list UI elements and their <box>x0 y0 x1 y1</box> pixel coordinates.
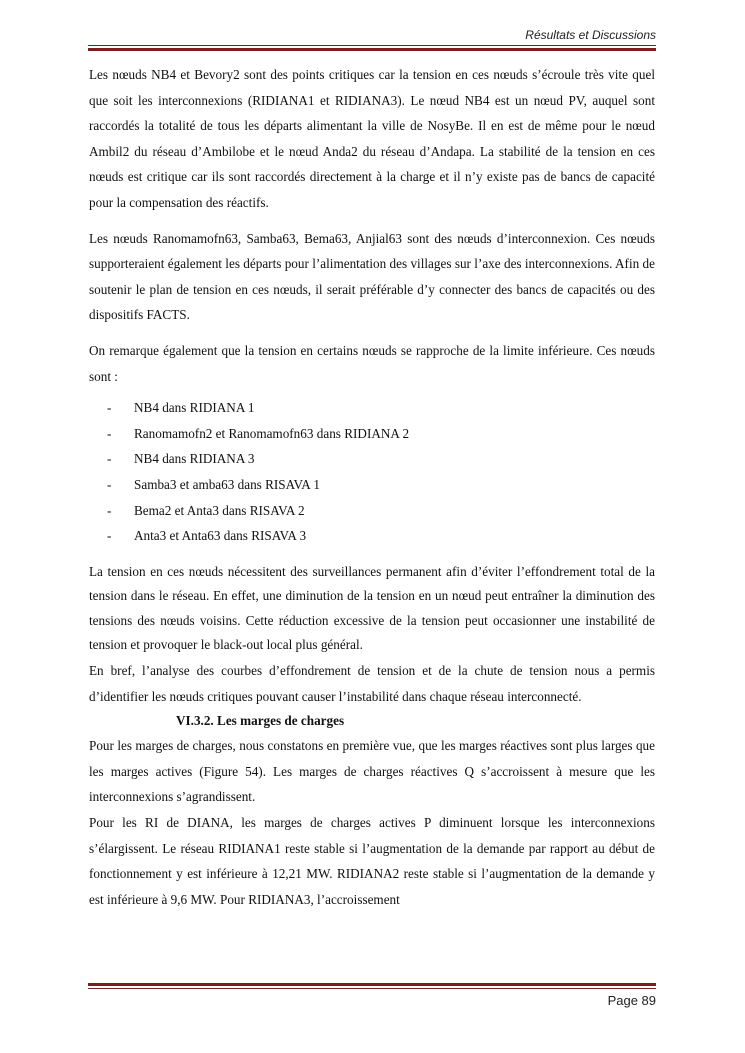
list-item-text: Samba3 et amba63 dans RISAVA 1 <box>134 476 320 492</box>
critical-nodes-list <box>89 395 655 549</box>
list-item-text: Anta3 et Anta63 dans RISAVA 3 <box>134 528 307 544</box>
list-item <box>107 523 655 549</box>
running-header: Résultats et Discussions <box>525 28 656 42</box>
paragraph-summary: En bref, l’analyse des courbes d’effondrement de tension et de la chute de tension nous a permis d’identifier les nœuds critiques pouvant causer l’instabilité dans chaque réseau interconnecté. <box>89 663 655 704</box>
list-bullet: - <box>107 425 112 441</box>
paragraph-critical-nodes: Les nœuds NB4 et Bevory2 sont des points critiques car la tension en ces nœuds s’écroule très vite quel que soit les interconnexions (RIDIANA1 et RIDIANA3). Le nœud NB4 est un nœud PV, auquel sont raccordés la totalité de tous les départs alimentant la ville de NosyBe. Il en est de même pour le nœud Ambil2 du réseau d’Ambilobe et le nœud Anda2 du réseau d’Andapa. La stabilité de la tension en ces nœuds est critique car ils sont raccordés directement à la charge et il n’y existe pas de bancs de capacité pour la compensation des réactifs. <box>89 67 655 210</box>
list-item <box>107 472 655 498</box>
list-bullet: - <box>107 400 112 416</box>
list-item <box>107 421 655 447</box>
paragraph-diana-margins: Pour les RI de DIANA, les marges de charges actives P diminuent lorsque les interconnexions s’élargissent. Le réseau RIDIANA1 reste stable si l’augmentation de la demande par rapport au début de fonctionnement y est inférieure à 12,21 MW. RIDIANA2 reste stable si l’augmentation de la demande y est inférieure à 9,6 MW. Pour RIDIANA3, l’accroissement <box>89 815 655 907</box>
list-item <box>107 498 655 524</box>
footer-rule-thick <box>88 983 656 986</box>
paragraph-surveillance: La tension en ces nœuds nécessitent des surveillances permanent afin d’éviter l’effondrement total de la tension dans le réseau. En effet, une diminution de la tension en un nœud peut entraîner la diminution des tensions des nœuds voisins. Cette réduction excessive de la tension peut occasionner une instabilité de tension et provoquer le black-out local plus général. <box>89 563 655 653</box>
page-number: Page 89 <box>607 993 656 1008</box>
list-item <box>107 446 655 472</box>
page-body <box>89 62 655 912</box>
list-item-text: NB4 dans RIDIANA 1 <box>134 400 255 416</box>
paragraph-load-margins: Pour les marges de charges, nous constatons en première vue, que les marges réactives sont plus larges que les marges actives (Figure 54). Les marges de charges réactives Q s’accroissent à mesure que les interconnexions s’agrandissent. <box>89 738 655 805</box>
paragraph-interconnection-nodes: Les nœuds Ranomamofn63, Samba63, Bema63, Anjial63 sont des nœuds d’interconnexion. Ces nœuds supporteraient également les départs pour l’alimentation des villages sur l’axe des interconnexions. Afin de soutenir le plan de tension en ces nœuds, il serait préférable d’y connecter des bancs de capacités ou des dispositifs FACTS. <box>89 230 655 323</box>
header-rule-thick <box>88 48 656 51</box>
footer-rule-thin <box>88 988 656 989</box>
list-bullet: - <box>107 528 112 544</box>
paragraph-lower-limit: On remarque également que la tension en certains nœuds se rapproche de la limite inférieure. Ces nœuds sont : <box>89 342 655 384</box>
list-item-text: Ranomamofn2 et Ranomamofn63 dans RIDIANA 2 <box>134 425 410 441</box>
list-bullet: - <box>107 451 112 467</box>
list-item-text: NB4 dans RIDIANA 3 <box>134 451 255 467</box>
list-item-text: Bema2 et Anta3 dans RISAVA 2 <box>134 502 305 518</box>
list-item <box>107 395 655 421</box>
section-heading: VI.3.2. Les marges de charges <box>176 713 345 729</box>
list-bullet: - <box>107 476 112 492</box>
list-bullet: - <box>107 502 112 518</box>
header-rule-thin <box>88 45 656 46</box>
